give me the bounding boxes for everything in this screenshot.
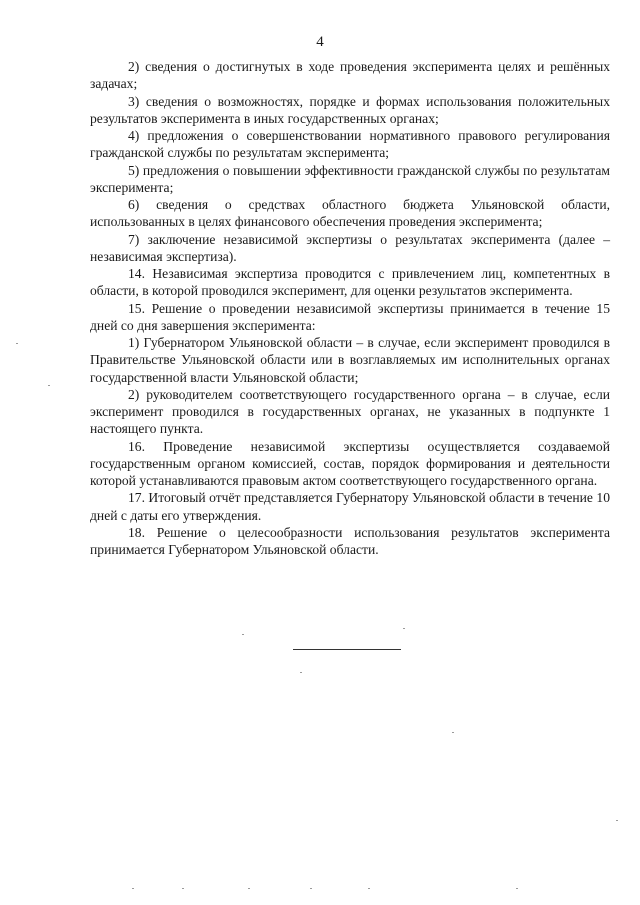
scan-speck (16, 343, 18, 344)
paragraph-clause-15-item-2: 2) руководителем соответствующего государственного органа – в случае, если эксперимент проводился в государственных органах, не указанных в подпункте 1 настоящего пункта. (90, 386, 610, 437)
end-of-document-divider (293, 649, 401, 650)
scan-speck (248, 888, 250, 889)
scan-speck (300, 672, 302, 673)
paragraph-item-7-expert-conclusion: 7) заключение независимой экспертизы о результатах эксперимента (далее – независимая экспертиза). (90, 231, 610, 264)
paragraph-item-2-achieved-goals: 2) сведения о достигнутых в ходе проведения эксперимента целях и решённых задачах; (90, 59, 610, 92)
paragraph-clause-14: 14. Независимая экспертиза проводится с привлечением лиц, компетентных в области, в которой проводился эксперимент, для оценки результатов эксперимента. (90, 266, 610, 299)
paragraph-item-3-usage-possibilities: 3) сведения о возможностях, порядке и формах использования положительных результатов эксперимента в иных государственных органах; (90, 93, 610, 126)
paragraph-item-4-regulation-proposals: 4) предложения о совершенствовании нормативного правового регулирования гражданской службы по результатам эксперимента; (90, 128, 610, 161)
scan-speck (616, 820, 618, 821)
document-body (90, 58, 610, 558)
paragraph-clause-16: 16. Проведение независимой экспертизы осуществляется создаваемой государственным органом комиссией, состав, порядок формирования и деятельности которой устанавливаются правовым актом соответствующего государственного органа. (90, 438, 610, 488)
scan-speck (182, 888, 184, 889)
paragraph-item-6-budget-funds: 6) сведения о средствах областного бюджета Ульяновской области, использованных в целях финансового обеспечения проведения эксперимента; (90, 197, 610, 230)
scan-speck (242, 634, 244, 635)
paragraph-clause-17: 17. Итоговый отчёт представляется Губернатору Ульяновской области в течение 10 дней с даты его утверждения. (90, 490, 610, 523)
paragraph-clause-15-item-1: 1) Губернатором Ульяновской области – в случае, если эксперимент проводился в Правительстве Ульяновской области или в возглавляемых им исполнительных органах государственной власти Ульяновской области; (90, 335, 610, 385)
page-number: 4 (316, 34, 324, 50)
scan-speck (310, 888, 312, 889)
scan-speck (452, 732, 454, 733)
scan-speck (403, 628, 405, 629)
paragraph-clause-18: 18. Решение о целесообразности использования результатов эксперимента принимается Губернатором Ульяновской области. (90, 524, 610, 557)
scan-speck (132, 888, 134, 889)
scan-speck (48, 385, 50, 386)
paragraph-item-5-efficiency-proposals: 5) предложения о повышении эффективности гражданской службы по результатам эксперимента; (90, 162, 610, 195)
scan-speck (368, 888, 370, 889)
scan-speck (516, 888, 518, 889)
paragraph-clause-15: 15. Решение о проведении независимой экспертизы принимается в течение 15 дней со дня завершения эксперимента: (90, 300, 610, 333)
